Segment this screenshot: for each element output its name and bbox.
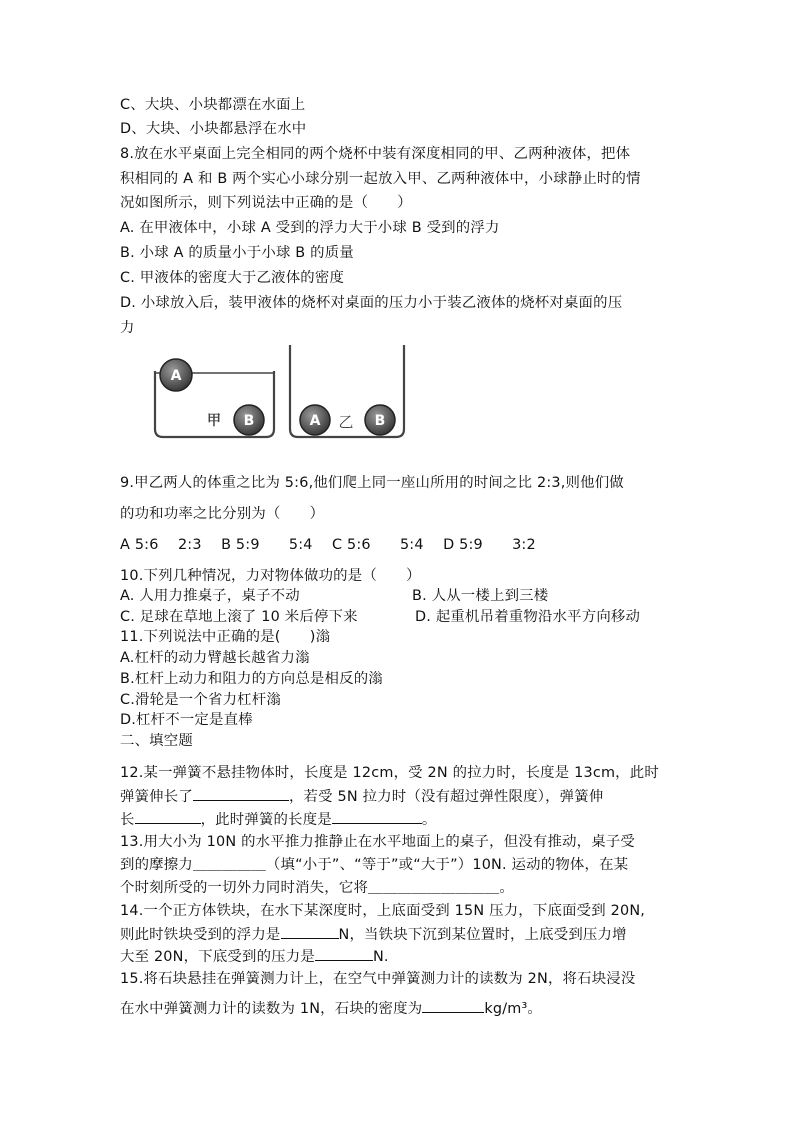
section-heading-fill-in: 二、填空题 [120, 733, 193, 749]
q14-text-d: N. [372, 949, 389, 965]
q12-line2 [120, 786, 603, 807]
q8-stem-line1: 8.放在水平桌面上完全相同的两个烧杯中装有深度相同的甲、乙两种液体，把体 [120, 146, 631, 162]
q14-text-b: N，当铁块下沉到某位置时，上底受到压力增 [338, 927, 627, 943]
q9-stem-line2: 的功和功率之比分别为（ ） [120, 506, 325, 522]
q10-stem: 10.下列几种情况，力对物体做功的是（ ） [120, 568, 421, 584]
ball-a-label: A [170, 368, 182, 384]
q13-line3: 个时刻所受的一切外力同时消失，它将＿＿＿＿＿＿＿＿＿。 [120, 880, 514, 896]
q8-stem-line3: 况如图所示，则下列说法中正确的是（ ） [120, 195, 412, 211]
ball-a-label-yi: A [309, 413, 321, 429]
q13-line1: 13.用大小为 10N 的水平推力推静止在水平地面上的桌子，但没有推动，桌子受 [120, 834, 636, 850]
q8-option-b: B. 小球 A 的质量小于小球 B 的质量 [120, 245, 354, 261]
q12-text-c: 长 [120, 812, 135, 828]
q10-option-a: A. 人用力推桌子，桌子不动 [120, 588, 300, 604]
q11-option-b: B.杠杆上动力和阻力的方向总是相反的滃 [120, 671, 383, 687]
q12-text-a: 弹簧伸长了 [120, 789, 193, 805]
q10-option-d: D. 起重机吊着重物沿水平方向移动 [415, 609, 641, 625]
ball-b-label-jia: B [243, 413, 255, 429]
beakers-figure [148, 345, 410, 441]
beaker-yi-label: 乙 [338, 413, 354, 431]
q13-line2: 到的摩擦力＿＿＿＿＿（填“小于”、“等于”或“大于”）10N. 运动的物体，在某 [120, 857, 629, 873]
q12-text-d: ，此时弹簧的长度是 [200, 812, 332, 828]
q12-text-b: ，若受 5N 拉力时（没有超过弹性限度），弹簧伸 [288, 789, 604, 805]
q12-blank-2[interactable] [135, 809, 201, 824]
q11-option-d: D.杠杆不一定是直棒 [120, 712, 253, 728]
q9-options: A 5:6 2:3 B 5:9 5:4 C 5:6 5:4 D 5:9 3:2 [120, 537, 536, 553]
q11-option-a: A.杠杆的动力臂越长越省力滃 [120, 650, 310, 666]
q10-option-b: B. 人从一楼上到三楼 [412, 588, 549, 604]
q10-option-c: C. 足球在草地上滚了 10 米后停下来 [120, 609, 358, 625]
q14-blank-2[interactable] [315, 946, 373, 961]
q7-option-c: C、大块、小块都漂在水面上 [120, 97, 306, 113]
q11-option-c: C.滑轮是一个省力杠杆滃 [120, 692, 281, 708]
ball-a-suspended [300, 405, 330, 435]
q8-stem-line2: 积相同的 A 和 B 两个实心小球分别一起放入甲、乙两种液体中，小球静止时的情 [120, 171, 641, 187]
q14-text-a: 则此时铁块受到的浮力是 [120, 927, 281, 943]
q12-blank-1[interactable] [193, 786, 289, 801]
q12-text-e: 。 [421, 812, 437, 828]
ball-b-yi [365, 405, 395, 435]
q14-blank-1[interactable] [281, 924, 339, 939]
q12-blank-3[interactable] [332, 809, 422, 824]
q15-text-a: 在水中弹簧测力计的读数为 1N，石块的密度为 [120, 1001, 423, 1017]
ball-a-floating [160, 359, 192, 391]
q8-option-a: A. 在甲液体中，小球 A 受到的浮力大于小球 B 受到的浮力 [120, 220, 500, 236]
q8-option-d-line1: D. 小球放入后，装甲液体的烧杯对桌面的压力小于装乙液体的烧杯对桌面的压 [120, 295, 623, 311]
q12-line3 [120, 809, 437, 830]
ball-b-label-yi: B [374, 413, 386, 429]
q15-line1: 15.将石块悬挂在弹簧测力计上，在空气中弹簧测力计的读数为 2N，将石块浸没 [120, 971, 636, 987]
beaker-jia-label: 甲 [207, 413, 221, 429]
q14-line2 [120, 924, 627, 945]
q15-line2 [120, 998, 542, 1019]
q15-text-b: kg/m³。 [484, 1001, 543, 1017]
q14-text-c: 大至 20N，下底受到的压力是 [120, 949, 315, 965]
q9-stem-line1: 9.甲乙两人的体重之比为 5:6,他们爬上同一座山所用的时间之比 2:3,则他们做 [120, 475, 624, 491]
q14-line3 [120, 946, 389, 967]
q15-blank-1[interactable] [422, 998, 484, 1013]
q7-option-d: D、大块、小块都悬浮在水中 [120, 121, 307, 137]
q11-stem: 11.下列说法中正确的是( )滃 [120, 629, 331, 645]
ball-b-jia [234, 405, 264, 435]
q12-line1: 12.某一弹簧不悬挂物体时，长度是 12cm，受 2N 的拉力时，长度是 13cm，此时 [120, 765, 659, 781]
q8-option-c: C. 甲液体的密度大于乙液体的密度 [120, 270, 345, 286]
q14-line1: 14.一个正方体铁块，在水下某深度时，上底面受到 15N 压力，下底面受到 20N, [120, 903, 646, 919]
q8-option-d-line2: 力 [120, 320, 135, 336]
